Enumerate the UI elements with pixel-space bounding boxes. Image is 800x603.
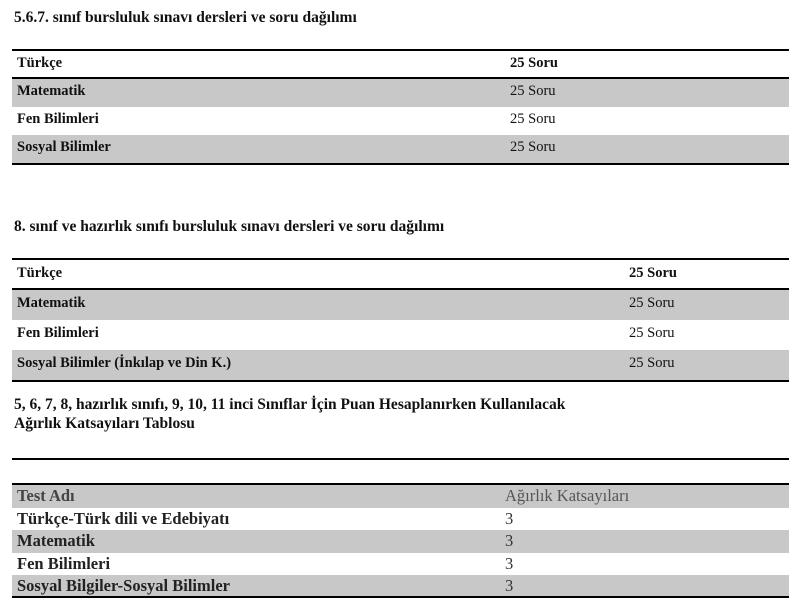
weight-cell: 3 xyxy=(505,508,514,528)
count-cell: 25 Soru xyxy=(629,265,677,281)
table-row xyxy=(12,107,789,135)
subject-cell: Sosyal Bilimler (İnkılap ve Din K.) xyxy=(17,355,232,371)
table-row xyxy=(12,530,789,553)
count-cell: 25 Soru xyxy=(510,139,556,155)
test-cell: Fen Bilimleri xyxy=(17,553,111,573)
subject-cell: Sosyal Bilimler xyxy=(17,139,111,155)
table-row xyxy=(12,260,789,290)
subject-cell: Matematik xyxy=(17,295,86,311)
subject-cell: Fen Bilimleri xyxy=(17,325,99,341)
section1-heading: 5.6.7. sınıf bursluluk sınavı dersleri ve soru dağılımı xyxy=(14,9,357,26)
weight-cell: 3 xyxy=(505,576,514,595)
table-row xyxy=(12,553,789,576)
count-cell: 25 Soru xyxy=(629,355,675,371)
section2-heading: 8. sınıf ve hazırlık sınıfı bursluluk sınavı dersleri ve soru dağılımı xyxy=(14,218,445,235)
table-row xyxy=(12,51,789,79)
subject-cell: Matematik xyxy=(17,83,86,99)
section3-heading-line1: 5, 6, 7, 8, hazırlık sınıfı, 9, 10, 11 inci Sınıflar İçin Puan Hesaplanırken Kullanılacak xyxy=(14,396,566,413)
count-cell: 25 Soru xyxy=(510,83,556,99)
count-cell: 25 Soru xyxy=(629,295,675,311)
count-cell: 25 Soru xyxy=(629,325,675,341)
question-distribution-table-5-6-7 xyxy=(12,49,789,165)
weight-coefficients-table xyxy=(12,458,789,598)
column-header-weight: Ağırlık Katsayıları xyxy=(505,486,630,505)
test-cell: Sosyal Bilgiler-Sosyal Bilimler xyxy=(17,576,230,595)
weight-cell: 3 xyxy=(505,531,514,550)
count-cell: 25 Soru xyxy=(510,111,556,127)
table-row xyxy=(12,79,789,107)
table-row xyxy=(12,350,789,380)
table-row xyxy=(12,508,789,531)
subject-cell: Türkçe xyxy=(17,55,63,71)
table-header-row xyxy=(12,485,789,508)
test-cell: Matematik xyxy=(17,531,95,550)
table-row xyxy=(12,320,789,350)
subject-cell: Türkçe xyxy=(17,265,63,281)
table-row xyxy=(12,135,789,163)
question-distribution-table-8 xyxy=(12,258,789,382)
count-cell: 25 Soru xyxy=(510,55,558,71)
table-spacer xyxy=(12,460,789,485)
table-row xyxy=(12,290,789,320)
weight-cell: 3 xyxy=(505,553,514,573)
test-cell: Türkçe-Türk dili ve Edebiyatı xyxy=(17,508,230,528)
section3-heading xyxy=(14,395,565,433)
table-row xyxy=(12,575,789,598)
column-header-test-name: Test Adı xyxy=(17,486,75,505)
section3-heading-line2: Ağırlık Katsayıları Tablosu xyxy=(14,415,195,432)
subject-cell: Fen Bilimleri xyxy=(17,111,99,127)
